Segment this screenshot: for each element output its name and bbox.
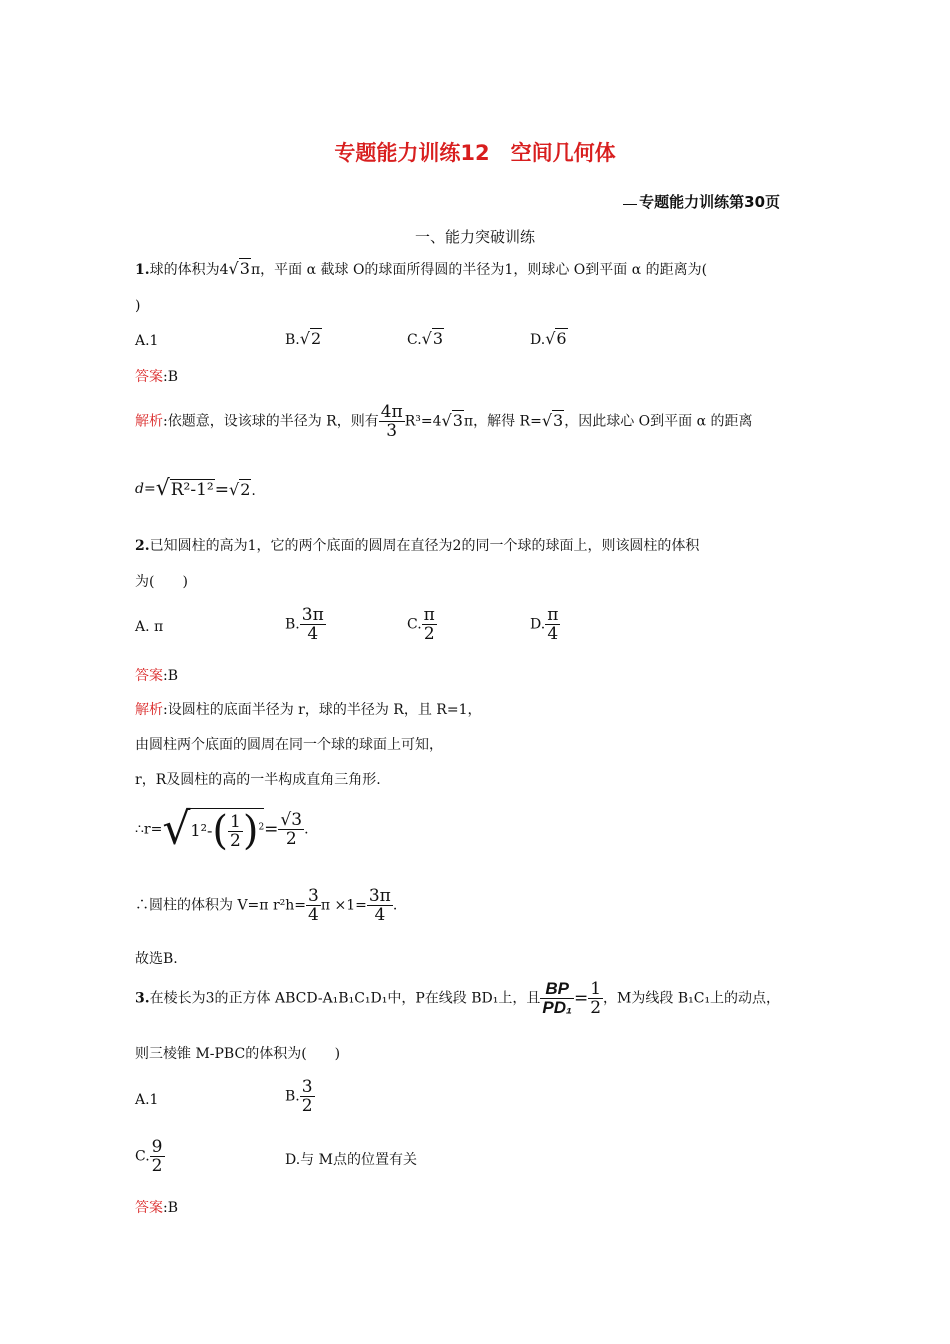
q1-analysis-radical: 3 [452, 410, 463, 430]
q2-stem-2: 为( ) [135, 574, 188, 590]
q3-option-c-label: C. [135, 1148, 150, 1165]
q2-stem [135, 537, 699, 555]
q1-stem-text-2: π，平面 α 截球 O的球面所得圆的半径为1，则球心 O到平面 α 的距离为( [250, 262, 708, 278]
equals: = [573, 988, 589, 1009]
q3-option-c [135, 1138, 165, 1175]
q3-stem [135, 980, 780, 1017]
radical-sign: √ [162, 803, 191, 855]
q2-analysis-text: :设圆柱的底面半径为 r，球的半径为 R，且 R=1， [163, 702, 482, 718]
q2-option-c-label: C. [407, 616, 422, 633]
volume-frac-den: 4 [308, 905, 319, 925]
volume-res-den: 4 [374, 905, 386, 925]
distance-equals: = [214, 480, 229, 500]
volume-res-num: 3π [368, 886, 391, 906]
q2-option-b-num: 3π [301, 605, 324, 625]
page-reference [623, 191, 780, 212]
q1-radical: √3 [228, 259, 250, 278]
q3-stem-2: 则三棱锥 M-PBC的体积为( ) [135, 1046, 341, 1062]
q1-fraction [379, 403, 405, 440]
q2-option-d-den: 4 [547, 624, 559, 644]
q2-answer [135, 667, 178, 685]
q1-analysis-text-2: R³=4 [404, 413, 442, 430]
q2-option-b [285, 606, 326, 643]
q2-option-d-label: D. [530, 616, 546, 633]
q3-option-a: A.1 [135, 1092, 159, 1108]
result-den: 2 [285, 829, 297, 849]
answer-value: :B [163, 668, 179, 684]
q1-option-b: B.√2 [285, 329, 322, 348]
q1-stem-close: ) [135, 298, 141, 314]
half-num: 1 [230, 811, 241, 832]
equals: = [264, 819, 279, 840]
q2-analysis [135, 701, 481, 719]
radius-label: ∴r= [135, 821, 163, 838]
q1-option-c-value: 3 [432, 329, 444, 348]
q2-stem-text: 已知圆柱的高为1，它的两个底面的圆周在直径为2的同一个球的球面上，则该圆柱的体积 [149, 538, 700, 554]
distance-result: 2 [240, 480, 251, 499]
analysis-label: 解析 [135, 413, 163, 430]
q2-number: 2. [135, 538, 150, 554]
q3-option-c-num: 9 [151, 1137, 163, 1157]
q3-option-b-den: 2 [301, 1096, 313, 1116]
answer-label: 答案 [135, 1200, 163, 1216]
period: . [392, 897, 398, 914]
result-num: √3 [280, 810, 303, 830]
period: . [304, 821, 309, 838]
q3-option-b-label: B. [285, 1088, 300, 1105]
page-reference-text: 专题能力训练第30页 [639, 193, 780, 211]
q1-analysis-text-4: ，因此球心 O到平面 α 的距离 [564, 413, 753, 430]
q1-stem [135, 260, 707, 279]
q1-analysis-text-3: π，解得 R= [463, 413, 542, 430]
volume-frac-num: 3 [308, 886, 319, 906]
q1-option-d-value: 6 [556, 329, 567, 348]
q3-option-c-den: 2 [151, 1156, 163, 1176]
q1-option-a: A.1 [135, 333, 159, 349]
q1-option-d: D.√6 [530, 329, 567, 348]
q1-radical-value: 3 [239, 259, 250, 278]
q3-stem-text: 在棱长为3的正方体 ABCD-A₁B₁C₁D₁中，P在线段 BD₁上，且 [149, 990, 541, 1007]
q1-analysis: 解析:依题意，设该球的半径为 R，则有 $\frac{4\pi}{3}$ R³=4√3π，解得 R=√3，因此球心 O到平面 α 的距离 [135, 402, 753, 441]
q1-option-c-label: C. [407, 332, 422, 348]
q2-volume-formula [135, 887, 397, 924]
q2-option-c [407, 606, 437, 643]
q1-option-b-value: 2 [310, 329, 322, 348]
q3-option-b [285, 1078, 315, 1115]
half-den: 2 [590, 998, 602, 1018]
distance-period: . [251, 483, 256, 499]
left-paren: ( [212, 808, 228, 854]
q2-option-b-den: 4 [307, 624, 319, 644]
ratio-num: BP [540, 980, 574, 999]
q1-option-d-label: D. [530, 332, 546, 348]
right-paren: ) [242, 808, 259, 854]
ratio-den: PD₁ [542, 998, 572, 1017]
q1-distance: d=√R²-1²=√2. [135, 476, 256, 501]
answer-label: 答案 [135, 668, 163, 684]
q1-option-c: C.√3 [407, 329, 444, 348]
q3-stem-text-2: ，M为线段 B₁C₁上的动点， [603, 990, 781, 1007]
q2-option-d-num: π [547, 605, 559, 625]
answer-value: :B [163, 369, 179, 385]
fraction-denominator: 3 [386, 421, 398, 441]
q2-option-a: A. π [135, 619, 164, 635]
square-exponent: 2 [258, 822, 265, 833]
volume-mid: π ×1= [320, 897, 367, 914]
fraction-numerator: 4π [380, 402, 403, 422]
radicand [190, 808, 265, 854]
q1-analysis-text: :依题意，设该球的半径为 R，则有 [163, 413, 379, 430]
q2-option-c-num: π [423, 605, 435, 625]
q3-number: 3. [135, 990, 150, 1007]
q1-stem-text: 球的体积为4 [149, 262, 229, 278]
q2-radius-formula [135, 803, 309, 864]
q1-number: 1. [135, 262, 150, 278]
underline-mark [623, 191, 637, 205]
q1-option-b-label: B. [285, 332, 300, 348]
radicand-first: 1²- [190, 821, 213, 840]
q2-option-d [530, 606, 560, 643]
q2-conclusion: 故选B. [135, 951, 178, 967]
analysis-label: 解析 [135, 702, 163, 718]
volume-text: ∴圆柱的体积为 V=π r²h= [135, 897, 306, 914]
q2-analysis-3: r，R及圆柱的高的一半构成直角三角形. [135, 772, 381, 788]
section-heading: 一、能力突破训练 [414, 228, 535, 246]
distance-expression: R²-1² [170, 480, 214, 500]
q1-answer [135, 368, 178, 386]
answer-label: 答案 [135, 369, 163, 385]
answer-value: :B [163, 1200, 179, 1216]
q2-option-b-label: B. [285, 616, 300, 633]
half-num: 1 [590, 979, 602, 999]
half-den: 2 [230, 830, 241, 851]
page-title: 专题能力训练12 空间几何体 [334, 141, 616, 165]
q3-option-d: D.与 M点的位置有关 [285, 1152, 417, 1168]
q2-analysis-2: 由圆柱两个底面的圆周在同一个球的球面上可知， [135, 737, 443, 753]
distance-label: d= [135, 481, 156, 497]
q1-analysis-radical-2: 3 [553, 410, 564, 430]
q2-option-c-den: 2 [423, 624, 435, 644]
q3-option-b-num: 3 [301, 1077, 313, 1097]
q3-answer [135, 1199, 178, 1217]
